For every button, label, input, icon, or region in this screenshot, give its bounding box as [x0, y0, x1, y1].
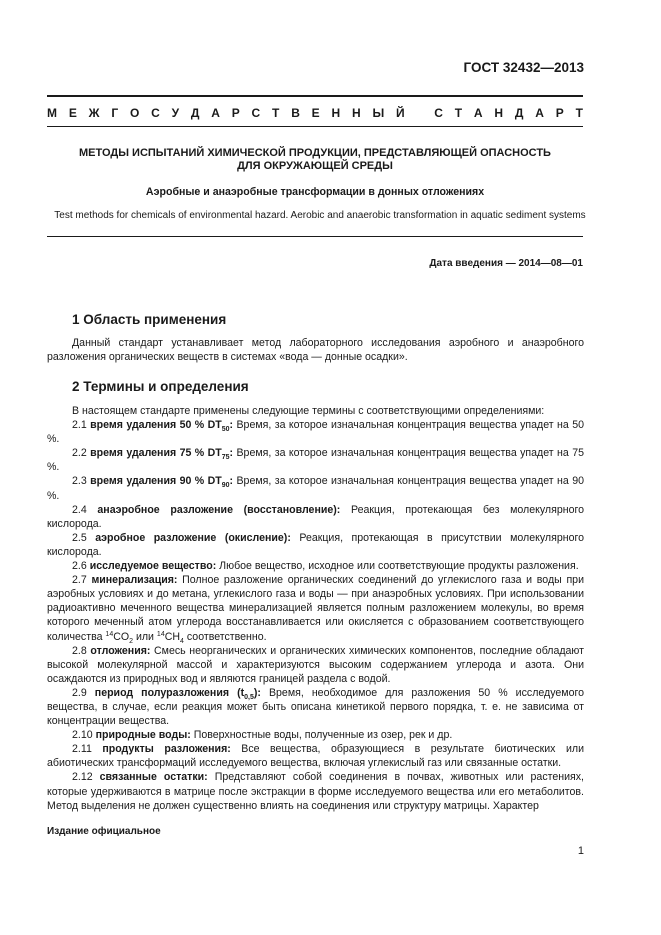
banner-letter: Н [494, 106, 504, 120]
section-2-body [47, 404, 584, 813]
section-1-heading: 1 Область применения [72, 312, 227, 327]
section-2-heading: 2 Термины и определения [72, 379, 249, 394]
banner-letter: Й [396, 106, 405, 120]
page-number: 1 [577, 845, 584, 857]
term-text: Все вещества, образующиеся в результате биотических или абиотических трансформаций исследуемого вещества, включая углекислый газ или связанные остатки. [47, 743, 584, 770]
banner-letter: Н [351, 106, 361, 120]
introduction-date: Дата введения — 2014—08—01 [429, 258, 583, 269]
term-definition [47, 644, 584, 686]
banner-rule [47, 126, 583, 127]
term-name-text: связанные остатки: [99, 771, 208, 784]
term-name [96, 729, 191, 741]
term-text: Время, за которое изначальная концентрация вещества упадет на 75 %. [47, 447, 584, 474]
term-number: 2.6 [72, 560, 87, 573]
document-title [47, 147, 583, 173]
term-definition [47, 531, 584, 559]
term-definition [47, 573, 584, 643]
term-name-end: ): [253, 686, 261, 699]
banner-letter: Т [272, 106, 280, 120]
term-name: минерализация: [91, 574, 178, 587]
banner-letter: Г [111, 106, 119, 120]
term-text: Смесь неорганических и органических химических компонентов, последние обладают высокой молекулярной массой и характеризуются высоким содержанием углерода и азота. Они осаждаются из природных вод и являются границей раздела с водой. [47, 644, 584, 685]
banner-letter: С [434, 106, 443, 120]
term-name-text: продукты разложения: [102, 743, 231, 756]
banner-letter: Е [68, 106, 77, 120]
banner-letter: Т [575, 106, 583, 120]
term-definition [47, 686, 584, 728]
term-colon: : [229, 475, 234, 488]
banner-letter: М [47, 106, 57, 120]
formula-ch: CH [164, 630, 181, 643]
banner-letter: С [151, 106, 160, 120]
isotope-superscript: 14 [105, 630, 114, 638]
banner-letter: Е [311, 106, 320, 120]
term-subscript: 50 [221, 426, 230, 434]
term-number: 2.5 [72, 531, 87, 544]
title-rule [47, 236, 583, 237]
isotope-superscript: 14 [156, 630, 165, 638]
term-number: 2.12 [72, 771, 93, 784]
term-number: 2.1 [72, 419, 87, 432]
term-colon: : [229, 447, 234, 460]
section-1-text: Данный стандарт устанавливает метод лабораторного исследования аэробного и анаэробного разложения органических веществ в системах «вода — донные осадки». [47, 337, 584, 364]
banner-letter: Н [331, 106, 341, 120]
term-name-text: время удаления 50 % DT [90, 419, 222, 432]
term-text: Поверхностные воды, полученные из озер, рек и др. [190, 729, 453, 742]
term-name [90, 560, 217, 572]
formula-subscript: 4 [180, 637, 184, 645]
banner-letter: Р [231, 106, 240, 120]
term-definition [47, 559, 584, 573]
term-name [95, 532, 291, 544]
banner-letter: В [291, 106, 300, 120]
banner-letter: Р [555, 106, 564, 120]
term-name [95, 687, 261, 699]
term-definition [47, 770, 584, 812]
section-1-body [47, 336, 584, 364]
formula-co: CO [113, 630, 130, 643]
term-text: Время, за которое изначальная концентрация вещества упадет на 90 %. [47, 475, 584, 502]
banner-letter: А [473, 106, 483, 120]
term-subscript: 90 [221, 482, 230, 490]
term-subscript: 75 [221, 454, 230, 462]
term-name [100, 771, 208, 783]
term-number: 2.2 [72, 447, 87, 460]
term-name [97, 504, 340, 516]
term-name-text: исследуемое вещество: [89, 560, 217, 573]
term-number: 2.8 [72, 644, 87, 657]
banner-letter: С [251, 106, 261, 120]
term-text: Время, необходимое для разложения 50 % исследуемого вещества, в случае, если реакция может быть описана кинетикой первого порядка, т. е. не зависима от концентрации вещества. [47, 686, 584, 728]
banner-letter: О [129, 106, 140, 120]
banner-letter: Д [190, 106, 200, 120]
term-number: 2.11 [72, 743, 92, 756]
term-text: Время, за которое изначальная концентрация вещества упадет на 50 %. [47, 419, 584, 446]
document-subtitle: Аэробные и анаэробные трансформации в донных отложениях [145, 186, 485, 198]
term-text: Любое вещество, исходное или соответствующие продукты разложения. [216, 560, 579, 573]
term-name-text: природные воды: [95, 729, 191, 742]
standard-number: ГОСТ 32432—2013 [463, 60, 584, 75]
term-name-text: время удаления 75 % DT [90, 447, 222, 460]
banner-gap [416, 106, 422, 120]
term-text: Представляют собой соединения в почвах, животных или растениях, которые удерживаются в матрице после экстракции в форме исследуемого вещества или его метаболитов. Метод выделения не должен существенно влиять на соединения или структуру матрицы. Характер [47, 771, 584, 812]
title-line-1: МЕТОДЫ ИСПЫТАНИЙ ХИМИЧЕСКОЙ ПРОДУКЦИИ, ПРЕДСТАВЛЯЮЩЕЙ ОПАСНОСТЬ [79, 147, 551, 159]
term-name [90, 419, 234, 434]
term-text: или [133, 630, 157, 643]
term-number: 2.7 [72, 574, 87, 587]
term-name-text: анаэробное разложение (восстановление): [97, 503, 341, 516]
term-definition [47, 728, 584, 742]
banner-letter: Ы [372, 106, 385, 120]
term-definition [47, 503, 584, 531]
formula-subscript: 2 [129, 637, 134, 645]
term-colon: : [229, 419, 234, 432]
banner-letter: У [171, 106, 180, 120]
term-name [90, 475, 234, 490]
term-name [90, 645, 150, 657]
term-name-text: период полуразложения (t [94, 686, 245, 699]
term-text: Реакция, протекающая в присутствии молекулярного кислорода. [47, 531, 584, 558]
banner-letter: Ж [88, 106, 100, 120]
term-name-text: аэробное разложение (окисление): [95, 531, 291, 544]
term-subscript: 0,5 [244, 693, 254, 701]
term-name [102, 743, 230, 755]
official-edition-label: Издание официальное [47, 826, 161, 837]
term-name-text: время удаления 90 % DT [90, 475, 222, 488]
term-number: 2.4 [72, 503, 87, 516]
term-definition [47, 446, 584, 474]
banner-letter: Д [514, 106, 524, 120]
top-rule [47, 95, 583, 97]
term-name [90, 447, 234, 462]
banner-letter: А [535, 106, 544, 120]
term-name-text: отложения: [90, 644, 151, 657]
term-text: Реакция, протекающая без молекулярного кислорода. [47, 503, 584, 530]
term-text: Полное разложение органических соединений до углекислого газа и воды при аэробных условиях и до метана, углекислого газа и воды — при анаэробных условиях. При использовании радиоактивно меченного вещества минерализацией является полным разложением молекулы, во время которого меченный атом углерода восстанавливается или окисляется с образованием соответствующего количества [47, 574, 584, 643]
title-line-2: ДЛЯ ОКРУЖАЮЩЕЙ СРЕДЫ [237, 160, 393, 172]
banner-letter: А [211, 106, 220, 120]
section-2-intro: В настоящем стандарте применены следующие термины с соответствующими определениями: [72, 405, 545, 417]
term-number: 2.9 [72, 686, 87, 699]
english-title: Test methods for chemicals of environmental hazard. Aerobic and anaerobic transformation in aquatic sediment systems [54, 210, 586, 221]
banner-letter: Т [454, 106, 463, 120]
term-definition [47, 474, 584, 502]
standard-banner [47, 106, 583, 120]
term-text: соответственно. [183, 630, 267, 643]
term-number: 2.3 [72, 475, 87, 488]
term-definition [47, 418, 584, 446]
term-number: 2.10 [72, 729, 93, 742]
term-definition [47, 742, 584, 770]
